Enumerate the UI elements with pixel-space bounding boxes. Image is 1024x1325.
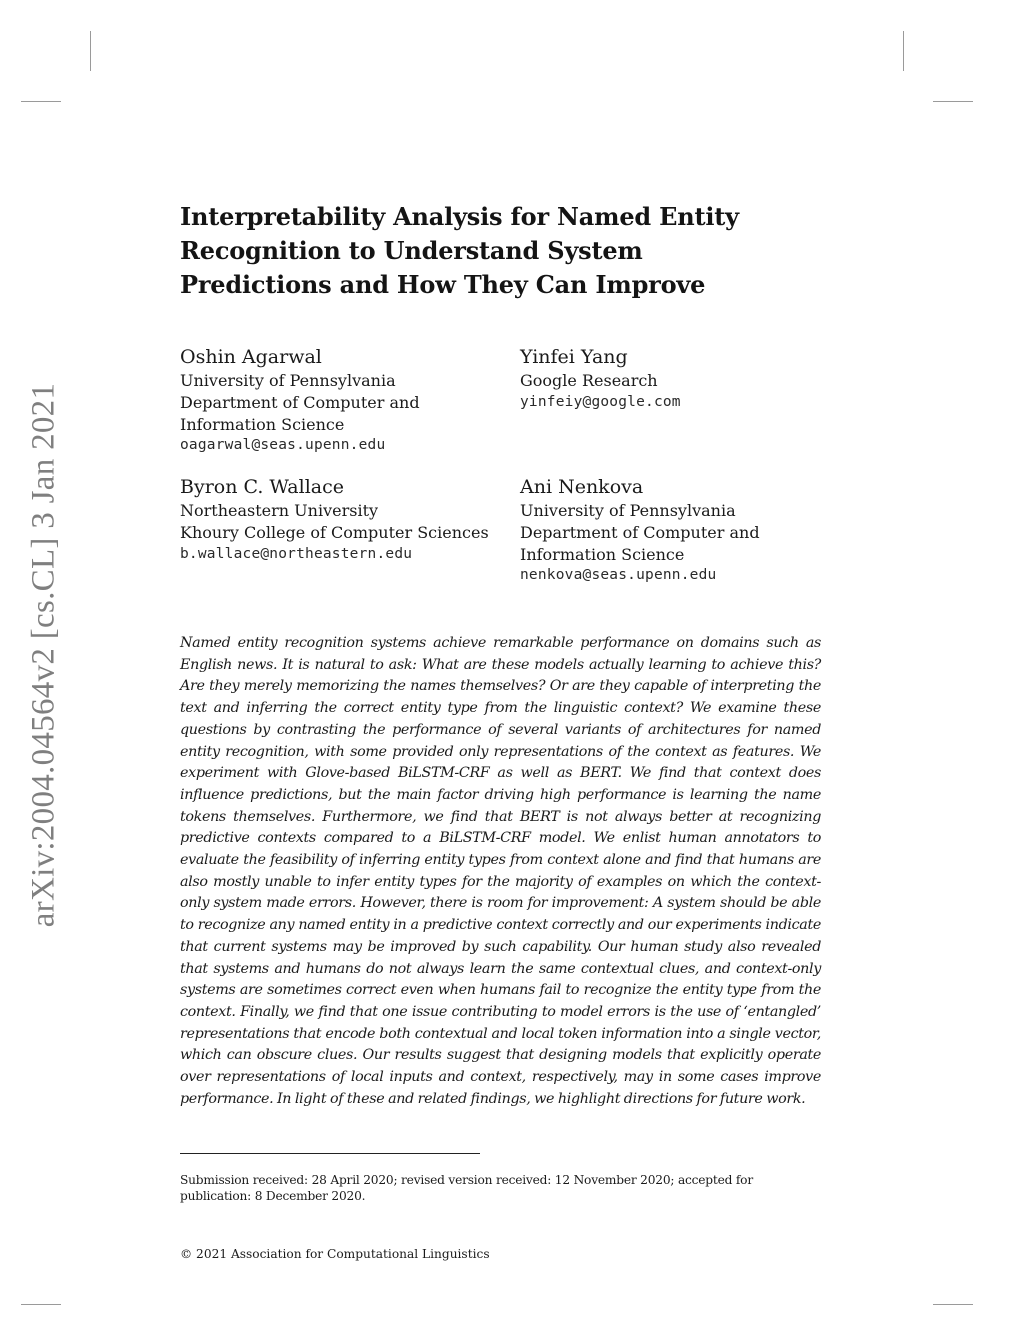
- author-name: Byron C. Wallace: [180, 476, 345, 498]
- author-affiliation-line: University of Pennsylvania: [180, 371, 396, 390]
- crop-mark-top-left: [90, 31, 91, 71]
- submission-footnote: Submission received: 28 April 2020; revised version received: 12 November 2020; accepted for publication: 8 December 2020.: [180, 1173, 753, 1203]
- author-block-3: [180, 474, 500, 565]
- author-affiliation-line: University of Pennsylvania: [520, 501, 736, 520]
- author-email[interactable]: yinfeiy@google.com: [520, 393, 681, 410]
- author-affiliation-line: Khoury College of Computer Sciences: [180, 522, 489, 542]
- crop-mark-top-left-horizontal: [21, 101, 61, 102]
- author-affiliation-line: Information Science: [180, 414, 345, 434]
- author-affiliation-line: Northeastern University: [180, 501, 379, 520]
- crop-mark-bottom-right-horizontal: [933, 1304, 973, 1305]
- crop-mark-bottom-left-horizontal: [21, 1304, 61, 1305]
- copyright-notice: © 2021 Association for Computational Linguistics: [180, 1247, 490, 1261]
- author-affiliation-line: Information Science: [520, 544, 685, 564]
- author-affiliation-line: Google Research: [520, 371, 658, 390]
- author-email[interactable]: b.wallace@northeastern.edu: [180, 545, 413, 562]
- footnote-divider: [180, 1153, 480, 1154]
- author-block-1: [180, 344, 500, 457]
- author-name: Ani Nenkova: [520, 476, 644, 498]
- author-affiliation-line: Department of Computer and: [180, 392, 420, 412]
- author-name: Oshin Agarwal: [180, 346, 322, 368]
- author-block-4: [520, 474, 840, 587]
- crop-mark-top-right: [903, 31, 904, 71]
- author-block-2: [520, 344, 840, 414]
- author-name: Yinfei Yang: [520, 346, 628, 368]
- author-email[interactable]: oagarwal@seas.upenn.edu: [180, 437, 386, 454]
- author-affiliation-line: Department of Computer and: [520, 522, 760, 542]
- author-email[interactable]: nenkova@seas.upenn.edu: [520, 567, 717, 584]
- paper-title: Interpretability Analysis for Named Entity Recognition to Understand System Predictions and How They Can Improve: [180, 202, 739, 299]
- abstract: Named entity recognition systems achieve remarkable performance on domains such as English news. It is natural to ask: What are these models actually learning to achieve this? Are they merely memorizing the names themselves? Or are they capable of interpreting the text and inferring the correct entity type from the linguistic context? We examine these questions by contrasting the performance of several variants of architectures for named entity recognition, with some provided only representations of the context as features. We experiment with Glove-based BiLSTM-CRF as well as BERT. We find that context does influence predictions, but the main factor driving high performance is learning the name tokens themselves. Furthermore, we find that BERT is not always better at recognizing predictive contexts compared to a BiLSTM-CRF model. We enlist human annotators to evaluate the feasibility of inferring entity types from context alone and find that humans are also mostly unable to infer entity types for the majority of examples on which the context-only system made errors. However, there is room for improvement: A system should be able to recognize any named entity in a predictive context correctly and our experiments indicate that current systems may be improved by such capability. Our human study also revealed that systems and humans do not always learn the same contextual clues, and context-only systems are sometimes correct even when humans fail to recognize the entity type from the context. Finally, we find that one issue contributing to model errors is the use of ‘entangled’ representations that encode both contextual and local token information into a single vector, which can obscure clues. Our results suggest that designing models that explicitly operate over representations of local inputs and context, respectively, may in some cases improve performance. In light of these and related findings, we highlight directions for future work.: [180, 635, 821, 1107]
- arxiv-identifier-text: arXiv:2004.04564v2 [cs.CL] 3 Jan 2021: [25, 382, 62, 928]
- crop-mark-top-right-horizontal: [933, 101, 973, 102]
